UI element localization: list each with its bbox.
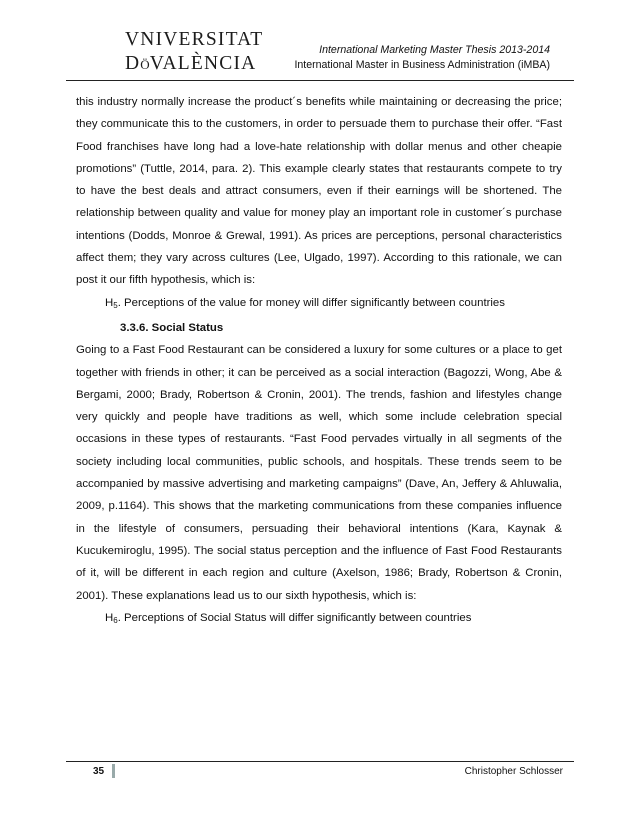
footer-author: Christopher Schlosser — [464, 766, 563, 777]
footer-separator-bar — [112, 764, 115, 778]
thesis-title: International Marketing Master Thesis 2013-2014 — [319, 44, 550, 56]
logo-line-2-prefix: D — [125, 53, 141, 74]
hypothesis-text: . Perceptions of the value for money will differ significantly between countries — [117, 296, 505, 309]
running-header — [294, 43, 550, 73]
paragraph: Going to a Fast Food Restaurant can be considered a luxury for some cultures or a place to get together with friends in other; it can be perceived as a social interaction (Bagozzi, Wong, Abe & Bergami, 2000; Brady, Robertson & Cronin, 2001). The trends, fashion and lifestyles change very quickly and people have traditions as well, which some include celebration special occasions in these types of restaurants. “Fast Food pervades virtually in all segments of the society including local communities, public schools, and hospitals. These trends seem to be accompanied by massive advertising and marketing campaigns” (Dave, An, Jeffery & Ahluwalia, 2009, p.1164). This shows that the marketing communications from these companies influence in the lifestyle of consumers, persuading their behavioral intentions (Kara, Kaynak & Kucukemiroglu, 1995). The social status perception and the influence of Fast Food Restaurants of it, will be different in each region and culture (Axelson, 1986; Brady, Robertson & Cronin, 2001). These explanations lead us to our sixth hypothesis, which is: — [76, 344, 562, 602]
hypothesis-label: H — [105, 296, 114, 309]
hypothesis-subscript: 5 — [113, 300, 118, 310]
body-text — [76, 91, 562, 632]
university-logo — [125, 30, 275, 78]
logo-line-1: VNIVERSITAT — [125, 29, 264, 50]
header-divider — [66, 80, 574, 81]
logo-line-2-rest: VALÈNCIA — [149, 53, 257, 74]
page-number: 35 — [93, 766, 105, 777]
hypothesis-6 — [76, 607, 562, 632]
hypothesis-5 — [76, 292, 562, 317]
logo-line-2-small: Ö — [140, 57, 150, 72]
section-heading: 3.3.6. Social Status — [120, 321, 224, 334]
paragraph: this industry normally increase the product´s benefits while maintaining or decreasing the price; they communicate this to the customers, in order to persuade them to purchase their offer. “Fast Food franchises have long had a love-hate relationship with dollar menus and other cheapie promotions” (Tuttle, 2014, para. 2). This example clearly states that restaurants compete to try to have the best deals and attract consumers, even if their earnings will be shortened. The relationship between quality and value for money play an important role in customer´s purchase intentions (Dodds, Monroe & Grewal, 1991). As prices are perceptions, personal characteristics affect them; they vary across cultures (Lee, Ulgado, 1997). According to this rationale, we can post it our fifth hypothesis, which is: — [76, 96, 562, 287]
hypothesis-label: H — [105, 611, 114, 624]
logo-line-2 — [125, 54, 256, 74]
hypothesis-text: . Perceptions of Social Status will differ significantly between countries — [117, 611, 472, 624]
program-name: International Master in Business Administration (iMBA) — [294, 59, 550, 71]
hypothesis-subscript: 6 — [113, 615, 118, 625]
footer-divider — [66, 761, 574, 762]
